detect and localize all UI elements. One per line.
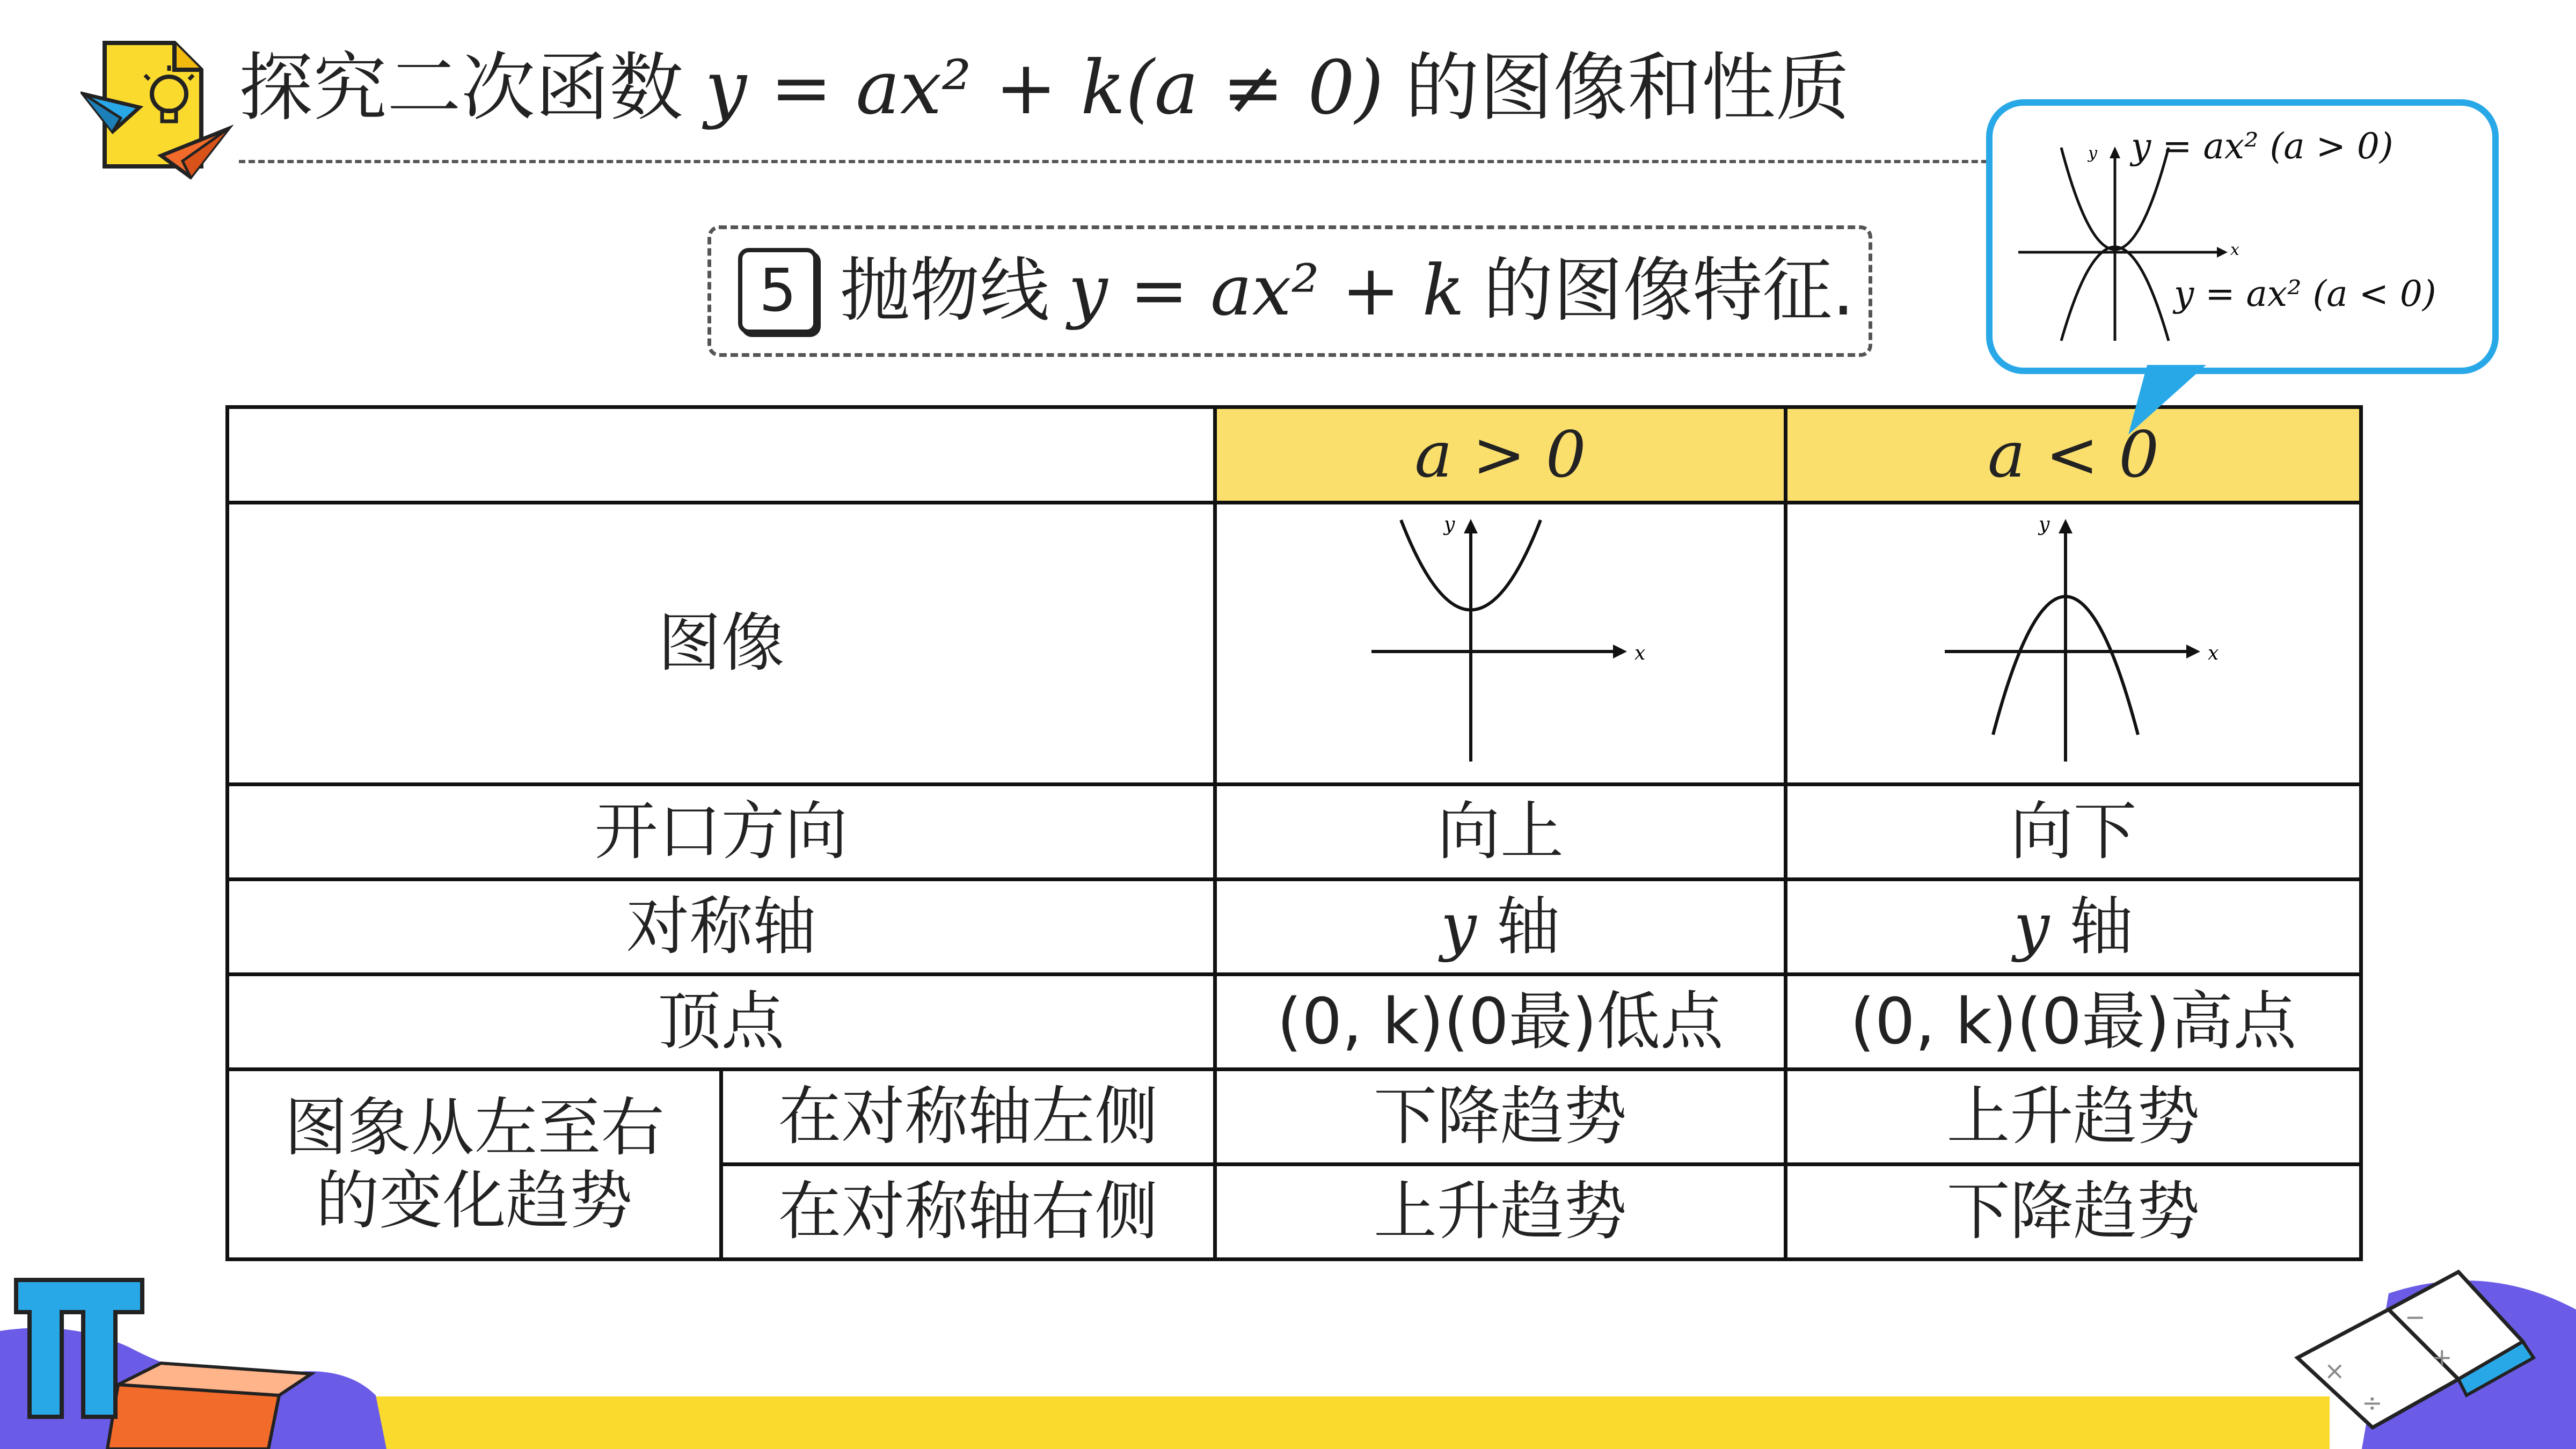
y-axis-label: y bbox=[2038, 514, 2049, 536]
svg-text:×: × bbox=[2324, 1356, 2345, 1385]
vertex-positive: (0, k)(0最)低点 bbox=[1215, 975, 1786, 1070]
title-underline bbox=[239, 160, 2026, 163]
svg-text:÷: ÷ bbox=[2362, 1388, 2383, 1417]
row-label-axis: 对称轴 bbox=[228, 880, 1215, 975]
trend-label-line2: 的变化趋势 bbox=[316, 1163, 633, 1238]
bubble-tail bbox=[2126, 365, 2228, 445]
subtitle-text bbox=[840, 252, 1855, 329]
row-label-opening: 开口方向 bbox=[228, 785, 1215, 880]
subtitle-formula: y = ax² + k bbox=[1068, 250, 1465, 331]
y-axis-label: y bbox=[1444, 514, 1455, 536]
property-table bbox=[225, 405, 2363, 1261]
lightbulb-note-icon bbox=[81, 32, 258, 182]
trend-left-positive: 下降趋势 bbox=[1215, 1070, 1786, 1165]
x-axis-label: x bbox=[1634, 642, 1646, 664]
svg-text:−: − bbox=[2405, 1302, 2426, 1331]
footer-bar bbox=[344, 1396, 2330, 1449]
bubble-x-label: x bbox=[2230, 240, 2239, 259]
trend-right-label: 在对称轴右侧 bbox=[721, 1165, 1215, 1260]
open-book-icon bbox=[2281, 1250, 2576, 1449]
trend-label-line1: 图象从左至右 bbox=[284, 1090, 665, 1165]
axis-text: 轴 bbox=[2069, 889, 2133, 964]
trend-left-label: 在对称轴左侧 bbox=[721, 1070, 1215, 1165]
bubble-upper-label: y = ax² (a > 0) bbox=[2131, 126, 2393, 167]
trend-left-negative: 上升趋势 bbox=[1786, 1070, 2361, 1165]
x-axis-label: x bbox=[2207, 642, 2219, 664]
axis-text: 轴 bbox=[1497, 889, 1560, 964]
axis-negative bbox=[1786, 880, 2361, 975]
page-title bbox=[239, 45, 1850, 131]
upward-parabola-graph bbox=[1350, 509, 1651, 778]
opening-positive: 向上 bbox=[1215, 785, 1786, 880]
row-label-trend bbox=[228, 1070, 721, 1260]
bubble-y-label: y bbox=[2088, 144, 2097, 163]
graph-cell-downward bbox=[1786, 503, 2361, 785]
graph-cell-upward bbox=[1215, 503, 1786, 785]
header-a-negative: a < 0 bbox=[1786, 407, 2361, 503]
axis-positive bbox=[1215, 880, 1786, 975]
combined-parabola-graph bbox=[2002, 115, 2485, 357]
header-a-positive: a > 0 bbox=[1215, 407, 1786, 503]
trend-right-negative: 下降趋势 bbox=[1786, 1165, 2361, 1260]
section-number: 5 bbox=[738, 248, 818, 334]
subtitle-suffix: 的图像特征. bbox=[1483, 250, 1855, 331]
svg-text:+: + bbox=[2432, 1343, 2453, 1372]
axis-var: y bbox=[1440, 889, 1477, 964]
row-label-vertex: 顶点 bbox=[228, 975, 1215, 1070]
trend-right-positive: 上升趋势 bbox=[1215, 1165, 1786, 1260]
bubble-lower-label: y = ax² (a < 0) bbox=[2174, 273, 2436, 314]
title-formula: y = ax² + k(a ≠ 0) bbox=[705, 45, 1384, 131]
subtitle-prefix: 抛物线 bbox=[840, 250, 1050, 331]
title-prefix: 探究二次函数 bbox=[239, 45, 684, 131]
pi-decoration-icon bbox=[0, 1256, 386, 1449]
vertex-negative: (0, k)(0最)高点 bbox=[1786, 975, 2361, 1070]
downward-parabola-graph bbox=[1923, 509, 2224, 778]
row-label-image: 图像 bbox=[228, 503, 1215, 785]
axis-var: y bbox=[2013, 889, 2050, 964]
opening-negative: 向下 bbox=[1786, 785, 2361, 880]
header-empty-cell bbox=[228, 407, 1215, 503]
title-suffix: 的图像和性质 bbox=[1405, 45, 1850, 131]
